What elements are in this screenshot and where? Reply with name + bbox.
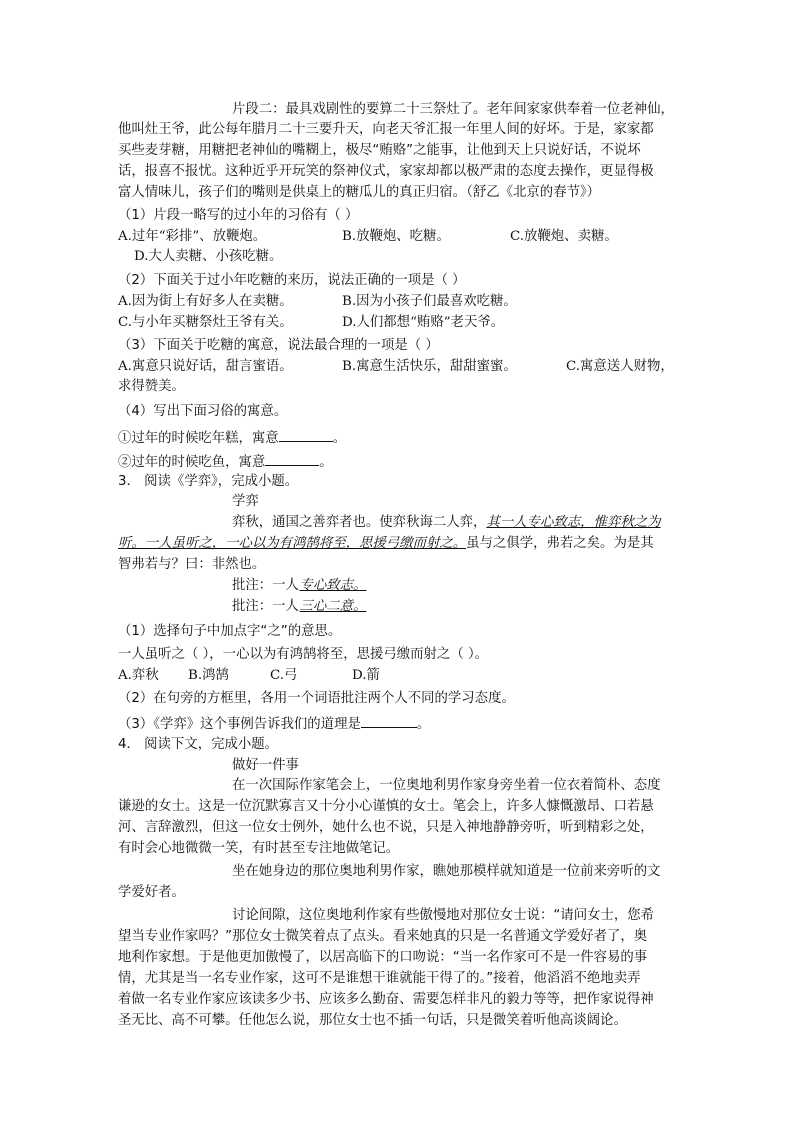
question-stem: （2）在句旁的方框里，各用一个词语批注两个人不同的学习态度。: [118, 691, 515, 706]
annotation-box[interactable]: 专心致志。: [299, 578, 367, 593]
option-c: C.寓意送人财物，: [566, 359, 674, 374]
option-c: C.弓: [270, 668, 298, 683]
option-d: D.箭: [352, 668, 380, 683]
fill-item: ①过年的时候吃年糕，寓意 。: [118, 427, 346, 449]
fill-item: ②过年的时候吃鱼，寓意 。: [118, 451, 333, 473]
underlined-sentence: 其一人专心致志，惟弈秋之为: [486, 515, 661, 530]
classical-text-line: 智弗若与？曰：非然也。: [118, 557, 266, 572]
option-c: C.与小年买糖祭灶王爷有关。: [118, 315, 293, 330]
option-b: B.鸿鹄: [188, 668, 229, 683]
option-b: B.寓意生活快乐，甜甜蜜蜜。: [342, 359, 517, 374]
story-line: 讨论间隙，这位奥地利作家有些傲慢地对那位女士说：“请问女士，您希: [232, 908, 655, 923]
story-line: 学爱好者。: [118, 885, 185, 900]
answer-blank[interactable]: [265, 451, 319, 466]
story-line: 在一次国际作家笔会上，一位奥地利男作家身旁坐着一位衣着简朴、态度: [232, 778, 661, 793]
passage-line: 买些麦芽糖，用糖把老神仙的嘴糊上，极尽“贿赂”之能事，让他到天上只说好话，不说坏: [118, 143, 641, 158]
classical-text-line: 弈秋，通国之善弈者也。使弈秋诲二人弈，其一人专心致志，惟弈秋之为: [232, 515, 661, 530]
option-a: A.因为街上有好多人在卖糖。: [118, 294, 293, 309]
question-stem: （2）下面关于过小年吃糖的来历，说法正确的一项是（ ）: [118, 273, 466, 288]
annotation-1: 批注：一人专心致志。: [232, 576, 367, 596]
option-a: A.寓意只说好话，甜言蜜语。: [118, 359, 293, 374]
classical-text-line: 听。一人虽听之，一心以为有鸿鹄将至，思援弓缴而射之。虽与之俱学，弗若之矣。为是其: [118, 536, 654, 551]
passage-line: 富人情味儿，孩子们的嘴则是供桌上的糖瓜儿的真正归宿。（舒乙《北京的春节》）: [118, 185, 601, 200]
story-line: 谦逊的女士。这是一位沉默寡言又十分小心谨慎的女士。笔会上，许多人慷慨激昂、口若悬: [118, 799, 654, 814]
story-line: 河、言辞激烈，但这一位女士例外，她什么也不说，只是入神地静静旁听，听到精彩之处，: [118, 820, 654, 835]
question-stem: （3）《学弈》这个事例告诉我们的道理是 。: [118, 713, 430, 735]
section-heading: 4． 阅读下文，完成小题。: [118, 737, 279, 752]
annotation-2: 批注：一人三心二意。: [232, 597, 367, 617]
story-line: 圣无比、高不可攀。任他怎么说，那位女士也不插一句话，只是微笑着听他高谈阔论。: [118, 1013, 627, 1028]
answer-blank[interactable]: [361, 713, 417, 728]
underlined-sentence: 听。一人虽听之，一心以为有鸿鹄将至，思援弓缴而射之。: [118, 536, 467, 551]
story-line: 着做一名专业作家应该读多少书、应该多么勤奋、需要怎样非凡的毅力等等，把作家说得神: [118, 992, 654, 1007]
option-c-continued: 求得赞美。: [118, 379, 185, 394]
passage-line: 片段二：最具戏剧性的要算二十三祭灶了。老年间家家供奉着一位老神仙，: [232, 102, 674, 117]
story-line: 坐在她身边的那位奥地利男作家，瞧她那模样就知道是一位前来旁听的文: [232, 864, 661, 879]
passage-line: 话，报喜不报忧。这种近乎开玩笑的祭神仪式，家家却都以极严肃的态度去操作，更显得极: [118, 164, 654, 179]
option-c: C.放鞭炮、卖糖。: [510, 229, 618, 244]
option-d: D.人们都想“贿赂”老天爷。: [342, 315, 505, 330]
question-stem: （1）选择句子中加点字“之”的意思。: [118, 624, 342, 639]
story-line: 望当专业作家吗？”那位女士微笑着点了点头。看来她真的只是一名普通文学爱好者了，奥: [118, 929, 648, 944]
option-b: B.放鞭炮、吃糖。: [342, 229, 450, 244]
section-title: 学弈: [232, 494, 259, 509]
question-stem: （4）写出下面习俗的寓意。: [118, 404, 288, 419]
question-stem: （3）下面关于吃糖的寓意，说法最合理的一项是（ ）: [118, 338, 439, 353]
story-line: 有时会心地微微一笑，有时甚至专注地做笔记。: [118, 841, 400, 856]
story-line: 地利作家想。于是他更加傲慢了，以居高临下的口吻说：“当一名作家可不是一件容易的事: [118, 950, 648, 965]
story-line: 情，尤其是当一名专业作家，这可不是谁想干谁就能干得了的。”接着，他滔滔不绝地卖弄: [118, 971, 641, 986]
option-b: B.因为小孩子们最喜欢吃糖。: [342, 294, 517, 309]
question-stem: （1）片段一略写的过小年的习俗有（ ）: [118, 208, 359, 223]
option-d: D.大人卖糖、小孩吃糖。: [134, 249, 283, 264]
passage-line: 他叫灶王爷，此公每年腊月二十三要升天，向老天爷汇报一年里人间的好坏。于是，家家都: [118, 122, 654, 137]
answer-blank[interactable]: [279, 427, 333, 442]
annotation-box[interactable]: 三心二意。: [299, 599, 367, 614]
section-title: 做好一件事: [232, 758, 299, 773]
option-a: A.弈秋: [118, 668, 159, 683]
section-heading: 3． 阅读《学弈》，完成小题。: [118, 474, 299, 489]
option-a: A.过年“彩排”、放鞭炮。: [118, 229, 267, 244]
question-sentence: 一人虽听之（ ），一心以为有鸿鹄将至，思援弓缴而射之（ ）。: [118, 647, 489, 662]
